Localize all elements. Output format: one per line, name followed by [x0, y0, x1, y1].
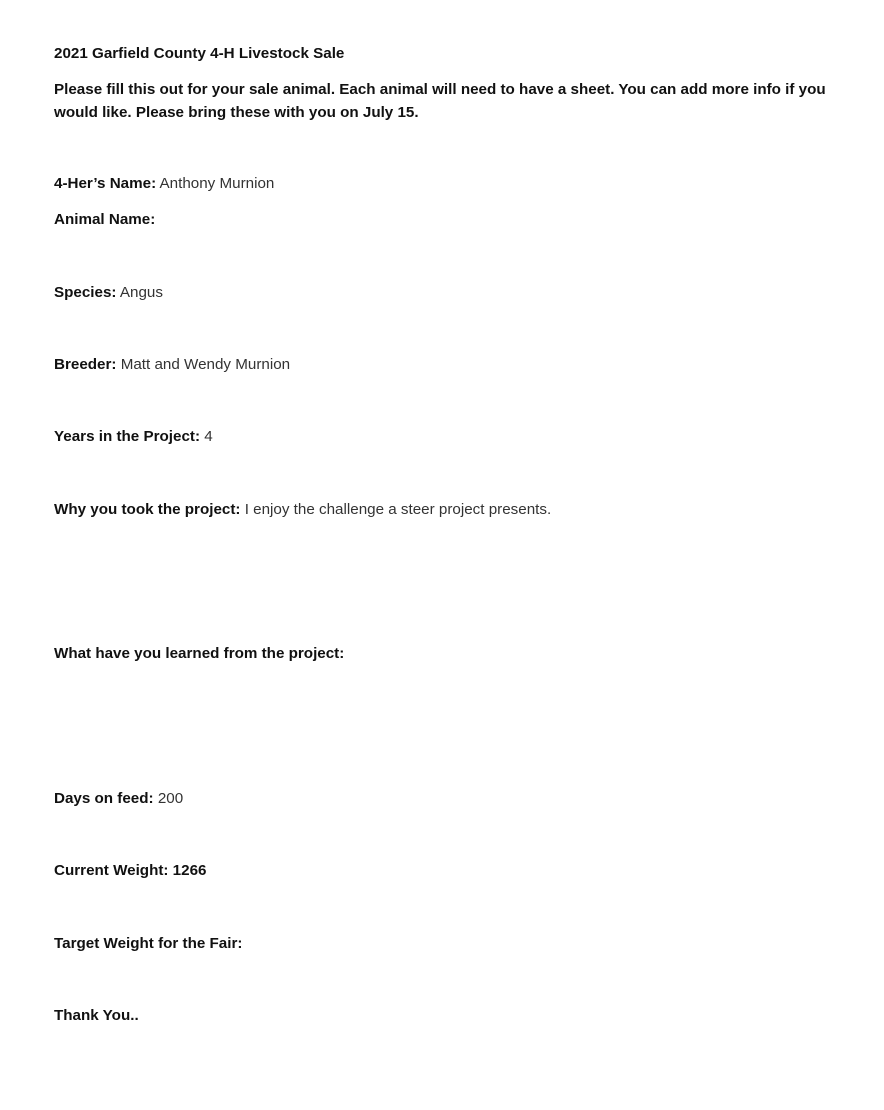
- document-title: 2021 Garfield County 4-H Livestock Sale: [54, 45, 345, 62]
- field-why-project: [54, 498, 551, 521]
- field-breeder: [54, 353, 290, 376]
- field-current-weight: [54, 859, 206, 882]
- field-value: Angus: [119, 284, 163, 301]
- instructions-text: Please fill this out for your sale animal. Each animal will need to have a sheet. You can add more info if you would like. Please bring these with you on July 15.: [54, 81, 826, 121]
- field-species: [54, 281, 163, 304]
- field-label: Animal Name:: [54, 211, 156, 228]
- field-label: Species:: [54, 284, 117, 301]
- field-4her-name: [54, 172, 274, 195]
- field-target-weight: [54, 932, 242, 955]
- field-label: Years in the Project:: [54, 428, 201, 445]
- field-label: 4-Her’s Name:: [54, 175, 157, 192]
- field-animal-name: [54, 208, 155, 231]
- field-label: Days on feed:: [54, 790, 154, 807]
- field-value: 200: [157, 790, 184, 807]
- field-learned: [54, 642, 344, 665]
- closing-text: Thank You..: [54, 1007, 139, 1024]
- field-label: Current Weight: 1266: [54, 862, 207, 879]
- field-years-in-project: [54, 425, 213, 448]
- field-value: Matt and Wendy Murnion: [120, 356, 291, 373]
- field-value: 4: [204, 428, 213, 445]
- field-label: Target Weight for the Fair:: [54, 935, 243, 952]
- field-label: Breeder:: [54, 356, 117, 373]
- field-value: I enjoy the challenge a steer project presents.: [244, 501, 552, 518]
- field-days-on-feed: [54, 787, 183, 810]
- field-value: Anthony Murnion: [159, 175, 275, 192]
- field-label: Why you took the project:: [54, 501, 241, 518]
- field-label: What have you learned from the project:: [54, 645, 345, 662]
